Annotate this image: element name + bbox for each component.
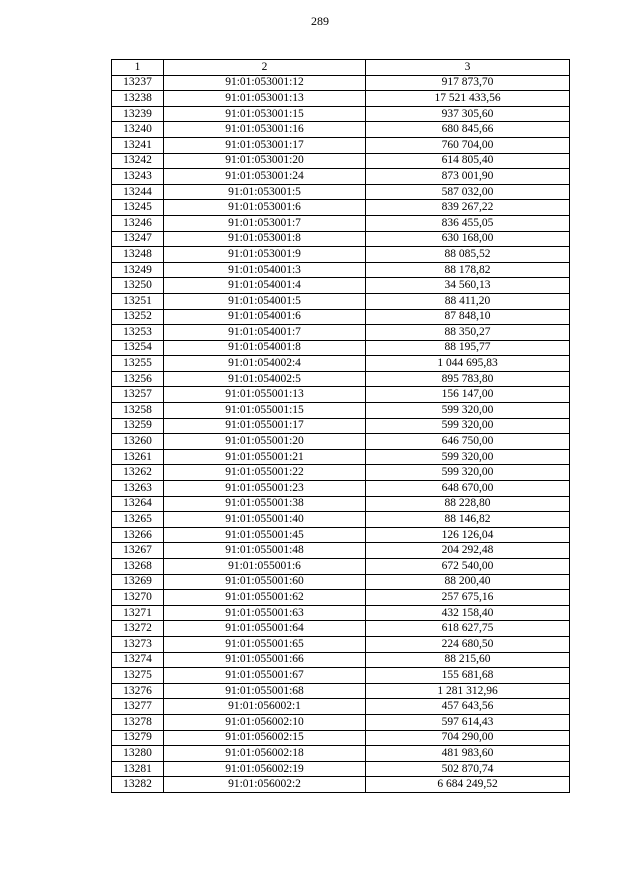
cadastral-number-cell: 91:01:055001:15 <box>164 403 366 419</box>
value-cell: 704 290,00 <box>366 730 570 746</box>
cadastral-number-cell: 91:01:054001:5 <box>164 293 366 309</box>
value-cell: 873 001,90 <box>366 169 570 185</box>
table-row <box>112 730 570 746</box>
table-row <box>112 636 570 652</box>
table-row <box>112 184 570 200</box>
cadastral-number-cell: 91:01:054001:8 <box>164 340 366 356</box>
row-number-cell: 13273 <box>112 636 164 652</box>
row-number-cell: 13276 <box>112 683 164 699</box>
value-cell: 156 147,00 <box>366 387 570 403</box>
value-cell: 88 228,80 <box>366 496 570 512</box>
cadastral-number-cell: 91:01:053001:7 <box>164 215 366 231</box>
value-cell: 224 680,50 <box>366 636 570 652</box>
cadastral-number-cell: 91:01:055001:67 <box>164 668 366 684</box>
value-cell: 88 215,60 <box>366 652 570 668</box>
value-cell: 88 350,27 <box>366 325 570 341</box>
table-body <box>112 75 570 792</box>
cadastral-number-cell: 91:01:054001:4 <box>164 278 366 294</box>
row-number-cell: 13253 <box>112 325 164 341</box>
table-row <box>112 169 570 185</box>
cadastral-number-cell: 91:01:053001:13 <box>164 91 366 107</box>
cadastral-number-cell: 91:01:055001:21 <box>164 449 366 465</box>
value-cell: 432 158,40 <box>366 605 570 621</box>
value-cell: 836 455,05 <box>366 215 570 231</box>
cadastral-number-cell: 91:01:053001:20 <box>164 153 366 169</box>
table-row <box>112 75 570 91</box>
page-number: 289 <box>311 14 329 28</box>
value-cell: 88 085,52 <box>366 247 570 263</box>
table-header <box>112 60 570 76</box>
table-row <box>112 91 570 107</box>
table-row <box>112 371 570 387</box>
cadastral-number-cell: 91:01:056002:18 <box>164 746 366 762</box>
table-row <box>112 574 570 590</box>
table-row <box>112 122 570 138</box>
table-row <box>112 106 570 122</box>
cadastral-number-cell: 91:01:056002:19 <box>164 761 366 777</box>
value-cell: 672 540,00 <box>366 559 570 575</box>
table-row <box>112 465 570 481</box>
row-number-cell: 13252 <box>112 309 164 325</box>
value-cell: 599 320,00 <box>366 403 570 419</box>
table-row <box>112 200 570 216</box>
row-number-cell: 13262 <box>112 465 164 481</box>
value-cell: 630 168,00 <box>366 231 570 247</box>
table-row <box>112 668 570 684</box>
row-number-cell: 13265 <box>112 512 164 528</box>
row-number-cell: 13245 <box>112 200 164 216</box>
row-number-cell: 13275 <box>112 668 164 684</box>
table-row <box>112 418 570 434</box>
cadastral-number-cell: 91:01:053001:17 <box>164 137 366 153</box>
header-cell-row-number: 1 <box>112 60 164 76</box>
row-number-cell: 13247 <box>112 231 164 247</box>
table-row <box>112 496 570 512</box>
table-row <box>112 621 570 637</box>
cadastral-number-cell: 91:01:055001:17 <box>164 418 366 434</box>
row-number-cell: 13260 <box>112 434 164 450</box>
cadastral-number-cell: 91:01:055001:13 <box>164 387 366 403</box>
row-number-cell: 13278 <box>112 714 164 730</box>
cadastral-number-cell: 91:01:054002:5 <box>164 371 366 387</box>
cadastral-number-cell: 91:01:055001:22 <box>164 465 366 481</box>
value-cell: 155 681,68 <box>366 668 570 684</box>
cadastral-number-cell: 91:01:055001:38 <box>164 496 366 512</box>
row-number-cell: 13239 <box>112 106 164 122</box>
value-cell: 937 305,60 <box>366 106 570 122</box>
value-cell: 88 178,82 <box>366 262 570 278</box>
row-number-cell: 13256 <box>112 371 164 387</box>
row-number-cell: 13277 <box>112 699 164 715</box>
cadastral-number-cell: 91:01:056002:15 <box>164 730 366 746</box>
value-cell: 481 983,60 <box>366 746 570 762</box>
value-cell: 204 292,48 <box>366 543 570 559</box>
table-row <box>112 777 570 793</box>
table-row <box>112 356 570 372</box>
header-row <box>112 60 570 76</box>
value-cell: 599 320,00 <box>366 465 570 481</box>
cadastral-number-cell: 91:01:053001:5 <box>164 184 366 200</box>
table-row <box>112 215 570 231</box>
row-number-cell: 13264 <box>112 496 164 512</box>
table-row <box>112 153 570 169</box>
row-number-cell: 13266 <box>112 527 164 543</box>
row-number-cell: 13255 <box>112 356 164 372</box>
row-number-cell: 13272 <box>112 621 164 637</box>
value-cell: 88 146,82 <box>366 512 570 528</box>
value-cell: 88 195,77 <box>366 340 570 356</box>
header-cell-cadastral-number: 2 <box>164 60 366 76</box>
cadastral-number-cell: 91:01:054001:7 <box>164 325 366 341</box>
value-cell: 760 704,00 <box>366 137 570 153</box>
value-cell: 599 320,00 <box>366 418 570 434</box>
value-cell: 597 614,43 <box>366 714 570 730</box>
row-number-cell: 13254 <box>112 340 164 356</box>
cadastral-number-cell: 91:01:053001:12 <box>164 75 366 91</box>
value-cell: 587 032,00 <box>366 184 570 200</box>
value-cell: 1 281 312,96 <box>366 683 570 699</box>
row-number-cell: 13258 <box>112 403 164 419</box>
row-number-cell: 13243 <box>112 169 164 185</box>
table-row <box>112 746 570 762</box>
table-row <box>112 340 570 356</box>
cadastral-number-cell: 91:01:055001:23 <box>164 481 366 497</box>
row-number-cell: 13238 <box>112 91 164 107</box>
cadastral-number-cell: 91:01:055001:64 <box>164 621 366 637</box>
row-number-cell: 13244 <box>112 184 164 200</box>
row-number-cell: 13237 <box>112 75 164 91</box>
table-row <box>112 278 570 294</box>
value-cell: 917 873,70 <box>366 75 570 91</box>
value-cell: 502 870,74 <box>366 761 570 777</box>
value-cell: 17 521 433,56 <box>366 91 570 107</box>
cadastral-number-cell: 91:01:054002:4 <box>164 356 366 372</box>
value-cell: 614 805,40 <box>366 153 570 169</box>
table-row <box>112 137 570 153</box>
row-number-cell: 13242 <box>112 153 164 169</box>
table-row <box>112 543 570 559</box>
cadastral-number-cell: 91:01:053001:15 <box>164 106 366 122</box>
row-number-cell: 13279 <box>112 730 164 746</box>
cadastral-number-cell: 91:01:055001:6 <box>164 559 366 575</box>
table-row <box>112 559 570 575</box>
value-cell: 680 845,66 <box>366 122 570 138</box>
value-cell: 457 643,56 <box>366 699 570 715</box>
cadastral-number-cell: 91:01:055001:68 <box>164 683 366 699</box>
cadastral-number-cell: 91:01:053001:6 <box>164 200 366 216</box>
table-row <box>112 434 570 450</box>
cadastral-number-cell: 91:01:053001:24 <box>164 169 366 185</box>
value-cell: 646 750,00 <box>366 434 570 450</box>
value-cell: 88 411,20 <box>366 293 570 309</box>
row-number-cell: 13280 <box>112 746 164 762</box>
table-row <box>112 262 570 278</box>
table-row <box>112 293 570 309</box>
cadastral-number-cell: 91:01:053001:16 <box>164 122 366 138</box>
cadastral-number-cell: 91:01:053001:8 <box>164 231 366 247</box>
cadastral-number-cell: 91:01:055001:63 <box>164 605 366 621</box>
table-row <box>112 761 570 777</box>
cadastral-number-cell: 91:01:055001:20 <box>164 434 366 450</box>
header-cell-value: 3 <box>366 60 570 76</box>
cadastral-number-cell: 91:01:056002:10 <box>164 714 366 730</box>
row-number-cell: 13259 <box>112 418 164 434</box>
row-number-cell: 13250 <box>112 278 164 294</box>
row-number-cell: 13248 <box>112 247 164 263</box>
row-number-cell: 13257 <box>112 387 164 403</box>
row-number-cell: 13281 <box>112 761 164 777</box>
cadastral-number-cell: 91:01:055001:45 <box>164 527 366 543</box>
table-row <box>112 449 570 465</box>
cadastral-number-cell: 91:01:053001:9 <box>164 247 366 263</box>
table-row <box>112 231 570 247</box>
value-cell: 257 675,16 <box>366 590 570 606</box>
cadastral-number-cell: 91:01:055001:65 <box>164 636 366 652</box>
cadastral-number-cell: 91:01:055001:40 <box>164 512 366 528</box>
row-number-cell: 13261 <box>112 449 164 465</box>
row-number-cell: 13241 <box>112 137 164 153</box>
value-cell: 34 560,13 <box>366 278 570 294</box>
row-number-cell: 13251 <box>112 293 164 309</box>
value-cell: 6 684 249,52 <box>366 777 570 793</box>
cadastral-number-cell: 91:01:055001:48 <box>164 543 366 559</box>
value-cell: 648 670,00 <box>366 481 570 497</box>
value-cell: 1 044 695,83 <box>366 356 570 372</box>
registry-table <box>111 59 570 793</box>
value-cell: 895 783,80 <box>366 371 570 387</box>
cadastral-number-cell: 91:01:054001:3 <box>164 262 366 278</box>
row-number-cell: 13263 <box>112 481 164 497</box>
row-number-cell: 13267 <box>112 543 164 559</box>
table-row <box>112 247 570 263</box>
table-row <box>112 527 570 543</box>
row-number-cell: 13274 <box>112 652 164 668</box>
row-number-cell: 13268 <box>112 559 164 575</box>
row-number-cell: 13271 <box>112 605 164 621</box>
cadastral-number-cell: 91:01:054001:6 <box>164 309 366 325</box>
table-row <box>112 652 570 668</box>
table-row <box>112 590 570 606</box>
table-row <box>112 481 570 497</box>
table-row <box>112 714 570 730</box>
table-row <box>112 605 570 621</box>
value-cell: 126 126,04 <box>366 527 570 543</box>
row-number-cell: 13282 <box>112 777 164 793</box>
cadastral-number-cell: 91:01:056002:2 <box>164 777 366 793</box>
cadastral-number-cell: 91:01:055001:62 <box>164 590 366 606</box>
row-number-cell: 13269 <box>112 574 164 590</box>
cadastral-number-cell: 91:01:055001:60 <box>164 574 366 590</box>
value-cell: 87 848,10 <box>366 309 570 325</box>
table-row <box>112 309 570 325</box>
table-row <box>112 512 570 528</box>
table-row <box>112 403 570 419</box>
table-row <box>112 325 570 341</box>
value-cell: 599 320,00 <box>366 449 570 465</box>
value-cell: 618 627,75 <box>366 621 570 637</box>
row-number-cell: 13249 <box>112 262 164 278</box>
table-row <box>112 683 570 699</box>
cadastral-number-cell: 91:01:055001:66 <box>164 652 366 668</box>
cadastral-number-cell: 91:01:056002:1 <box>164 699 366 715</box>
table-row <box>112 699 570 715</box>
row-number-cell: 13246 <box>112 215 164 231</box>
value-cell: 88 200,40 <box>366 574 570 590</box>
value-cell: 839 267,22 <box>366 200 570 216</box>
row-number-cell: 13270 <box>112 590 164 606</box>
table-row <box>112 387 570 403</box>
row-number-cell: 13240 <box>112 122 164 138</box>
